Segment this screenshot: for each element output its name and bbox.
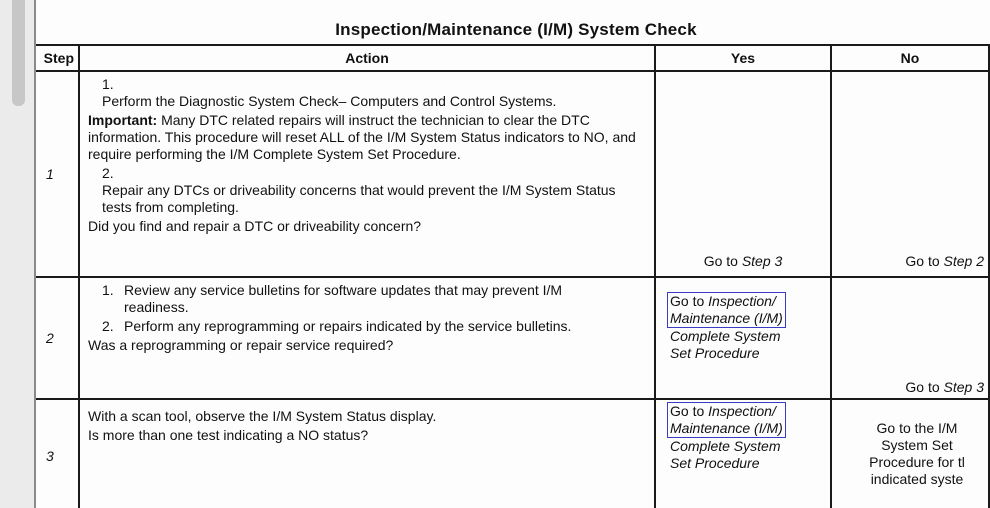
list-item: 2.Repair any DTCs or driveability concerns that would prevent the I/M System Status tests from completing. bbox=[102, 165, 616, 215]
header-action: Action bbox=[79, 45, 655, 71]
yes-cell: Go to Inspection/ Maintenance (I/M) Complete System Set Procedure bbox=[655, 277, 831, 399]
step-link[interactable]: Step 3 bbox=[943, 379, 984, 395]
no-cell: Go to Step 3 bbox=[831, 277, 989, 399]
table-row bbox=[34, 399, 989, 508]
list-item: 1.Perform the Diagnostic System Check– Computers and Control Systems. bbox=[102, 76, 557, 109]
list-item: 2. Perform any reprogramming or repairs indicated by the service bulletins. bbox=[102, 318, 572, 334]
header-yes: Yes bbox=[655, 45, 831, 71]
important-note: Important: Many DTC related repairs will instruct the technician to clear the DTC information. This procedure will reset ALL of the I/M System Status indicators to NO, and require performing the I/M Complete System Set Procedure. bbox=[88, 112, 636, 162]
important-label: Important: bbox=[88, 112, 158, 128]
document-page bbox=[34, 0, 990, 508]
scrollbar-thumb[interactable] bbox=[12, 0, 25, 106]
im-procedure-link[interactable]: Go to Inspection/ Maintenance (I/M) bbox=[667, 292, 786, 328]
question-text: Was a reprogramming or repair service required? bbox=[88, 337, 394, 353]
no-cell: Go to the I/M System Set Procedure for tl indicated syste bbox=[831, 399, 989, 508]
step-number: 2 bbox=[34, 277, 79, 399]
step-link[interactable]: Step 3 bbox=[741, 253, 783, 269]
list-item: 1. Review any service bulletins for software updates that may prevent I/M readiness. bbox=[102, 282, 563, 315]
action-cell bbox=[79, 277, 655, 399]
step-number: 1 bbox=[34, 71, 79, 277]
yes-cell: Go to Inspection/ Maintenance (I/M) Complete System Set Procedure bbox=[655, 399, 831, 508]
step-link[interactable]: Step 2 bbox=[943, 253, 984, 269]
action-text: With a scan tool, observe the I/M System Status display. bbox=[88, 408, 437, 424]
action-cell bbox=[79, 399, 655, 508]
im-procedure-link[interactable]: Go to Inspection/ Maintenance (I/M) bbox=[667, 402, 786, 438]
header-no: No bbox=[831, 45, 989, 71]
table-row bbox=[34, 277, 989, 399]
vertical-scrollbar[interactable] bbox=[0, 0, 35, 508]
table-row bbox=[34, 71, 989, 277]
yes-cell: Go to Step 3 bbox=[655, 71, 831, 277]
action-cell bbox=[79, 71, 655, 277]
step-number: 3 bbox=[34, 399, 79, 508]
question-text: Is more than one test indicating a NO status? bbox=[88, 427, 369, 443]
im-check-table bbox=[34, 44, 990, 508]
header-step: Step bbox=[34, 45, 79, 71]
table-header-row bbox=[34, 45, 989, 71]
no-cell: Go to Step 2 bbox=[831, 71, 989, 277]
page-title: Inspection/Maintenance (I/M) System Check bbox=[335, 20, 697, 39]
question-text: Did you find and repair a DTC or driveability concern? bbox=[88, 218, 422, 234]
